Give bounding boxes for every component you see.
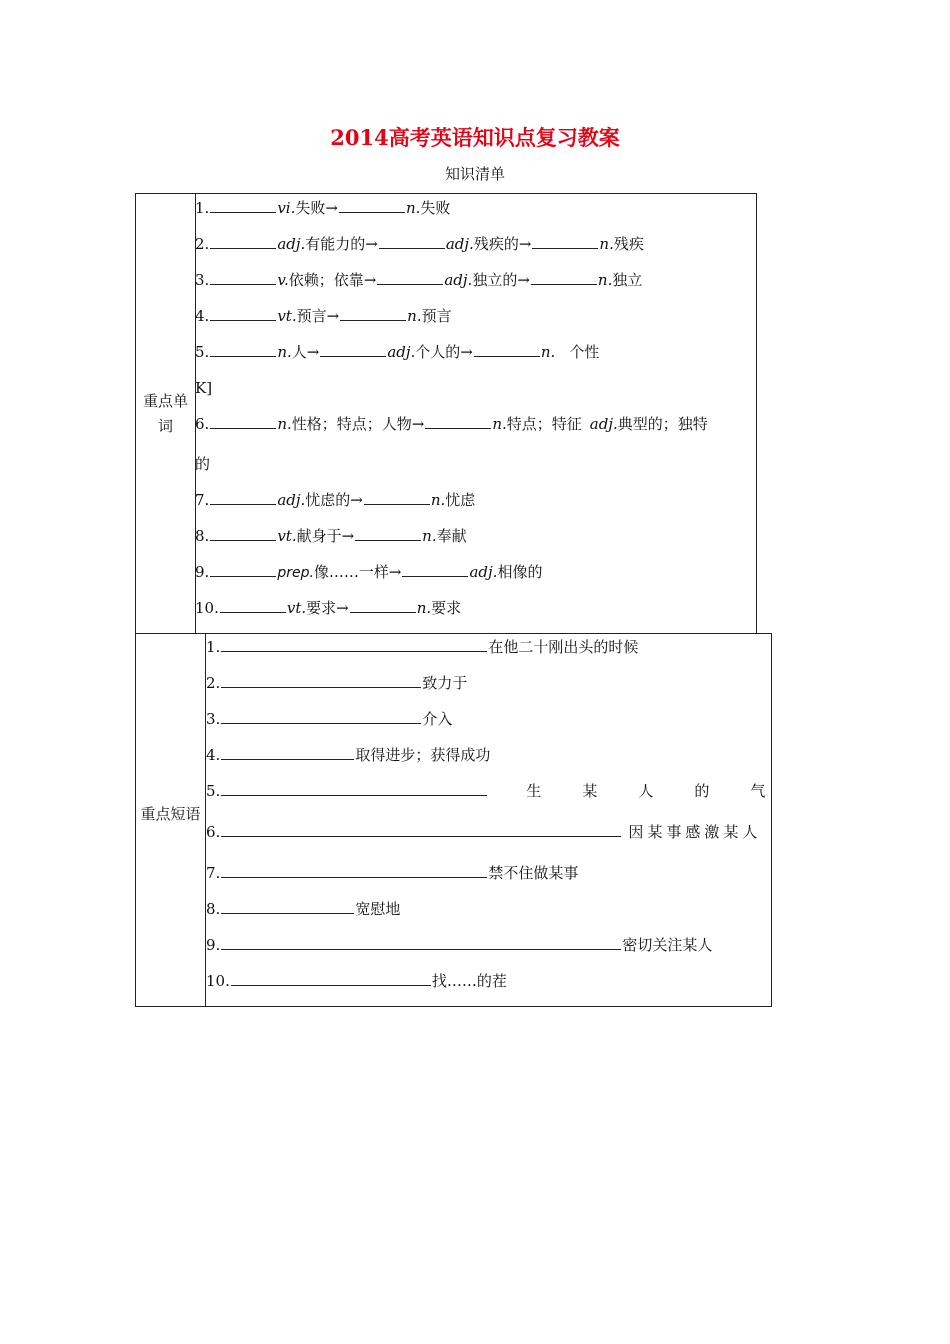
answer-blank[interactable] bbox=[402, 562, 468, 577]
answer-blank[interactable] bbox=[340, 306, 406, 321]
answer-blank[interactable] bbox=[320, 342, 386, 357]
answer-blank[interactable] bbox=[221, 637, 487, 652]
word-line-6: 6. n.性格；特点；人物→ n.特点；特征 adj.典型的；独特 bbox=[195, 415, 708, 433]
answer-blank[interactable] bbox=[377, 270, 443, 285]
word-line-4: 4. vt.预言→ n.预言 bbox=[195, 307, 452, 325]
page-title: 2014高考英语知识点复习教案 bbox=[330, 125, 620, 150]
word-line-2: 2. adj.有能力的→ adj.残疾的→ n.残疾 bbox=[195, 235, 644, 253]
answer-blank[interactable] bbox=[355, 526, 421, 541]
word-line-7: 7. adj.忧虑的→ n.忧虑 bbox=[195, 491, 476, 509]
word-line-9: 9. prep.像……一样→ adj.相像的 bbox=[195, 563, 543, 581]
answer-blank[interactable] bbox=[221, 673, 421, 688]
answer-blank[interactable] bbox=[210, 306, 276, 321]
answer-blank[interactable] bbox=[531, 270, 597, 285]
answer-blank[interactable] bbox=[221, 745, 354, 760]
answer-blank[interactable] bbox=[210, 270, 276, 285]
phrase-line-5: 5. 生某人的气 bbox=[206, 782, 807, 800]
answer-blank[interactable] bbox=[221, 899, 354, 914]
answer-blank[interactable] bbox=[210, 234, 276, 249]
phrase-line-7: 7. 禁不住做某事 bbox=[206, 864, 579, 882]
answer-blank[interactable] bbox=[220, 598, 286, 613]
stray-text: K] bbox=[195, 379, 213, 397]
answer-blank[interactable] bbox=[210, 526, 276, 541]
answer-blank[interactable] bbox=[364, 490, 430, 505]
phrase-line-10: 10. 找……的茬 bbox=[206, 972, 507, 990]
words-label: 重点单词 bbox=[142, 392, 188, 435]
phrase-line-2: 2. 致力于 bbox=[206, 674, 468, 692]
word-line-3: 3. v.依赖；依靠→ adj.独立的→ n.独立 bbox=[195, 271, 643, 289]
phrase-line-8: 8. 宽慰地 bbox=[206, 900, 401, 918]
word-line-8: 8. vt.献身于→ n.奉献 bbox=[195, 527, 467, 545]
answer-blank[interactable] bbox=[339, 198, 405, 213]
word-line-1: 1. vi.失败→ n.失败 bbox=[195, 199, 451, 217]
phrase-line-6: 6. 因某事感激某人 bbox=[206, 823, 762, 841]
section-subtitle: 知识清单 bbox=[444, 165, 505, 183]
word-line-6-wrap: 的 bbox=[195, 455, 211, 473]
answer-blank[interactable] bbox=[474, 342, 540, 357]
phrase-line-4: 4. 取得进步；获得成功 bbox=[206, 746, 491, 764]
answer-blank[interactable] bbox=[210, 562, 276, 577]
answer-blank[interactable] bbox=[210, 198, 276, 213]
answer-blank[interactable] bbox=[210, 342, 276, 357]
phrases-label: 重点短语 bbox=[140, 805, 201, 823]
phrase-line-1: 1. 在他二十刚出头的时候 bbox=[206, 638, 639, 656]
phrase-line-9: 9. 密切关注某人 bbox=[206, 936, 713, 954]
answer-blank[interactable] bbox=[221, 863, 487, 878]
phrase-line-3: 3. 介入 bbox=[206, 710, 453, 728]
answer-blank[interactable] bbox=[221, 822, 621, 837]
word-line-10: 10. vt.要求→ n.要求 bbox=[195, 599, 462, 617]
answer-blank[interactable] bbox=[210, 414, 276, 429]
answer-blank[interactable] bbox=[221, 935, 621, 950]
answer-blank[interactable] bbox=[221, 709, 421, 724]
answer-blank[interactable] bbox=[425, 414, 491, 429]
answer-blank[interactable] bbox=[210, 490, 276, 505]
answer-blank[interactable] bbox=[350, 598, 416, 613]
answer-blank[interactable] bbox=[221, 781, 487, 796]
word-line-5: 5. n.人→ adj.个人的→ n. 个性 bbox=[195, 343, 600, 361]
answer-blank[interactable] bbox=[532, 234, 598, 249]
answer-blank[interactable] bbox=[231, 971, 431, 986]
answer-blank[interactable] bbox=[379, 234, 445, 249]
